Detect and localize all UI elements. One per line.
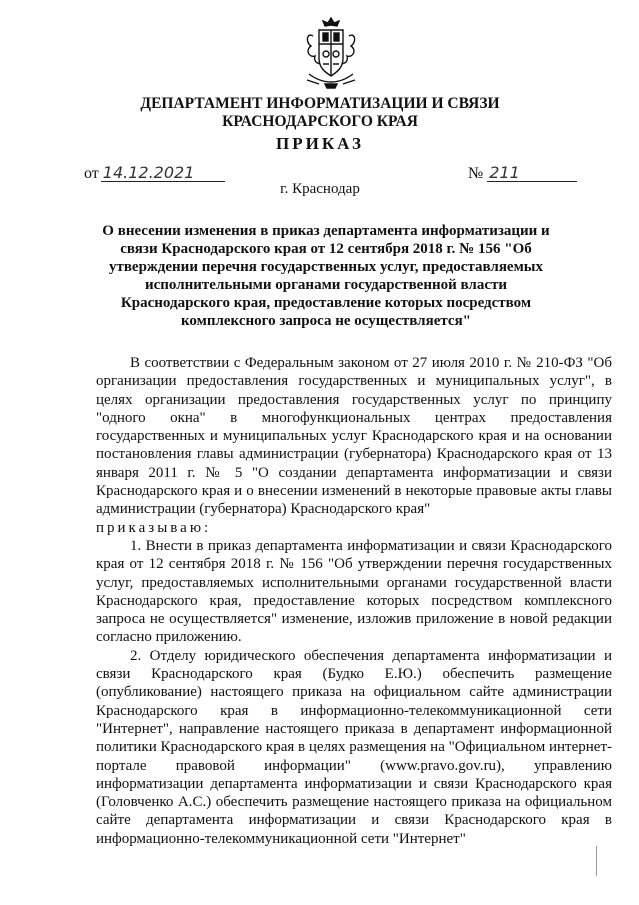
preamble-paragraph: В соответствии с Федеральным законом от 27 июля 2010 г. № 210-ФЗ "Об организации предоставления государственных и муниципальных услуг", в целях организации предоставления государственных услуг по принципу "одного окна" в многофункциональных центрах предоставления государственных и муниципальных услуг Краснодарского края и на основании постановления главы администрации (губернатора) Краснодарского края от 13 января 2011 г. № 5 "О создании департамента информатизации и связи Краснодарского края и о внесении изменений в некоторые правовые акты главы администрации (губернатора) Краснодарского края" [96, 355, 612, 518]
number-label: № [468, 165, 484, 182]
document-body [96, 354, 612, 848]
coat-of-arms-icon [299, 14, 363, 90]
date-row [84, 165, 225, 183]
city-line: г. Краснодар [280, 181, 360, 197]
order-word: приказываю: [96, 519, 212, 536]
number-value: 211 [487, 165, 577, 182]
item-2-paragraph: 2. Отделу юридического обеспечения департамента информатизации и связи Краснодарского края (Будко Е.Ю.) обеспечить размещение (опубликование) настоящего приказа на официальном сайте администрации Краснодарского края в информационно-телекоммуникационной сети "Интернет", направление настоящего приказа в департамент информационной политики Краснодарского края в целях размещения на "Официальном интернет-портале правовой информации" (www.pravo.gov.ru), управлению информатизации департамента информатизации и связи Краснодарского края (Головченко А.С.) обеспечить размещение настоящего приказа на официальном сайте департамента информатизации и связи Краснодарского края в информационно-телекоммуникационной сети "Интернет" [96, 647, 612, 847]
margin-mark [596, 846, 597, 876]
department-title: ДЕПАРТАМЕНТ ИНФОРМАТИЗАЦИИ И СВЯЗИ КРАСНОДАРСКОГО КРАЯ [140, 95, 500, 130]
item-1-paragraph: 1. Внести в приказ департамента информатизации и связи Краснодарского края от 12 сентября 2018 г. № 156 "Об утверждении перечня государственных услуг, предоставляемых исполнительными органами государственной власти Краснодарского края, предоставление которых посредством комплексного запроса не осуществляется" изменение, изложив приложение в новой редакции согласно приложению. [96, 537, 612, 646]
number-row [468, 165, 577, 183]
document-type-title: ПРИКАЗ [276, 134, 364, 153]
date-label: от [84, 165, 99, 182]
document-subject: О внесении изменения в приказ департамента информатизации и связи Краснодарского края от 12 сентября 2018 г. № 156 "Об утверждении перечня государственных услуг, предоставляемых исполнительными органами государственной власти Краснодарского края, предоставление которых посредством комплексного запроса не осуществляется" [102, 223, 550, 329]
date-value: 14.12.2021 [101, 165, 225, 182]
